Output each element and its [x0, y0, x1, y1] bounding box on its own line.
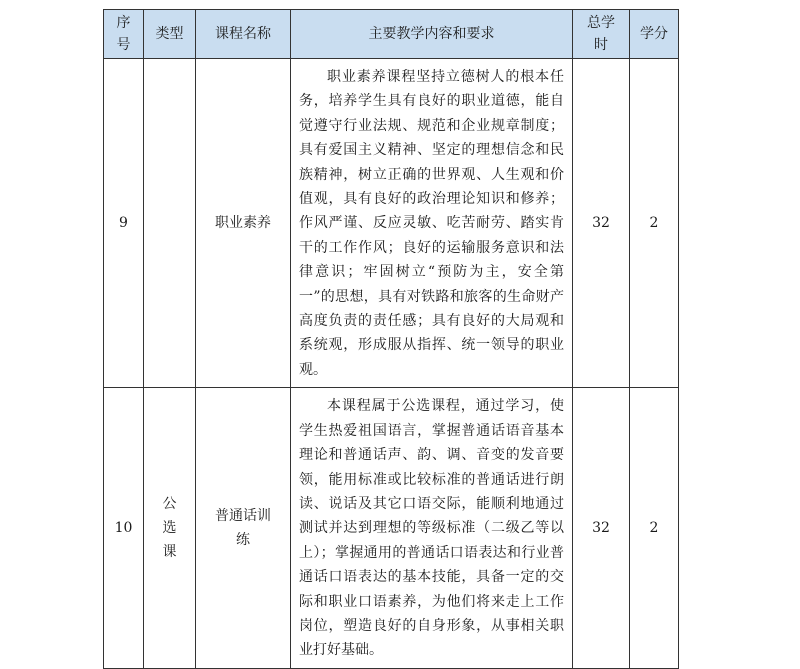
cell-no: 9 — [104, 59, 144, 388]
cell-content: 本课程属于公选课程，通过学习，使学生热爱祖国语言，掌握普通话语音基本理论和普通话声、韵、调、音变的发音要领，能用标准或比较标准的普通话进行朗读、说话及其它口语交际，能顺利地通过测试并达到理想的等级标准（二级乙等以上）；掌握通用的普通话口语表达和行业普通话口语表达的基本技能，具备一定的交际和职业口语素养，为他们将来走上工作岗位，塑造良好的自身形象，从事相关职业打好基础。 — [291, 388, 573, 668]
cell-credit: 2 — [630, 59, 679, 388]
cell-name-text: 普通话训练 — [215, 508, 271, 549]
table-row — [104, 388, 679, 668]
cell-name: 职业素养 — [196, 59, 291, 388]
cell-no: 10 — [104, 388, 144, 668]
header-no: 序号 — [104, 10, 144, 59]
cell-type — [144, 388, 196, 668]
header-content: 主要教学内容和要求 — [291, 10, 573, 59]
cell-credit: 2 — [630, 388, 679, 668]
header-hours: 总学时 — [573, 10, 630, 59]
cell-hours: 32 — [573, 59, 630, 388]
cell-name — [196, 388, 291, 668]
cell-content: 职业素养课程坚持立德树人的根本任务，培养学生具有良好的职业道德，能自觉遵守行业法规、规范和企业规章制度；具有爱国主义精神、坚定的理想信念和民族精神，树立正确的世界观、人生观和价值观，具有良好的政治理论知识和修养；作风严谨、反应灵敏、吃苦耐劳、踏实肯干的工作作风；良好的运输服务意识和法律意识；牢固树立“预防为主，安全第一”的思想，具有对铁路和旅客的生命财产高度负责的责任感；具有良好的大局观和系统观，形成服从指挥、统一领导的职业观。 — [291, 59, 573, 388]
cell-type-text: 公选课 — [162, 496, 177, 561]
table-row — [104, 59, 679, 388]
header-credit: 学分 — [630, 10, 679, 59]
cell-type — [144, 59, 196, 388]
course-table — [103, 9, 679, 669]
header-name: 课程名称 — [196, 10, 291, 59]
header-type: 类型 — [144, 10, 196, 59]
cell-hours: 32 — [573, 388, 630, 668]
table-header — [104, 10, 679, 59]
